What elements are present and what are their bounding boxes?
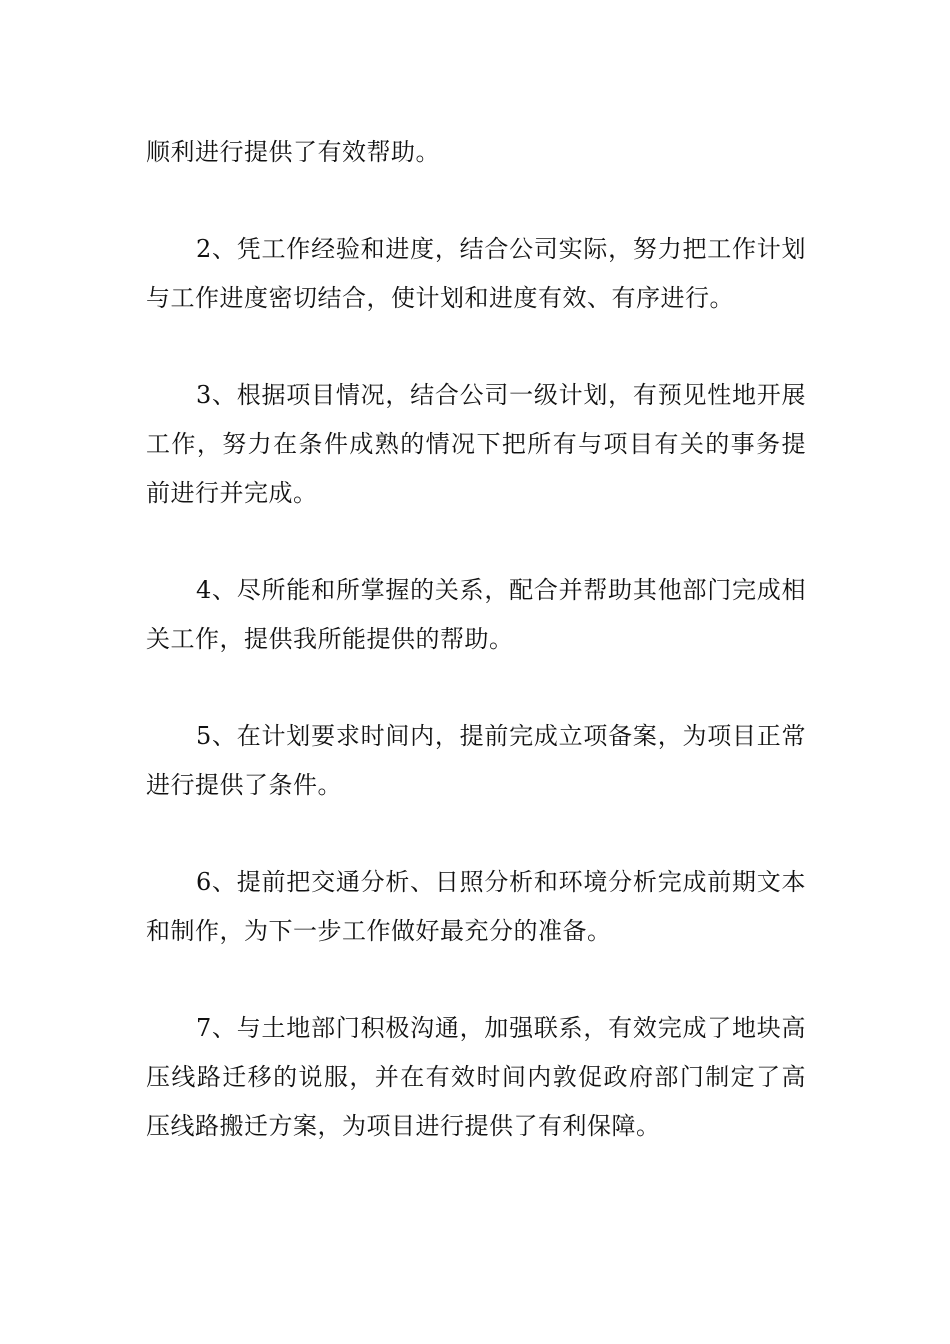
paragraph-item-2: 2、凭工作经验和进度，结合公司实际，努力把工作计划与工作进度密切结合，使计划和进度有效、有序进行。 bbox=[146, 235, 806, 312]
paragraph-item-7: 7、与土地部门积极沟通，加强联系，有效完成了地块高压线路迁移的说服，并在有效时间内敦促政府部门制定了高压线路搬迁方案，为项目进行提供了有利保障。 bbox=[146, 1014, 806, 1140]
paragraph-item-6: 6、提前把交通分析、日照分析和环境分析完成前期文本和制作，为下一步工作做好最充分的准备。 bbox=[146, 868, 806, 945]
paragraph-item-5: 5、在计划要求时间内，提前完成立项备案，为项目正常进行提供了条件。 bbox=[146, 722, 806, 799]
paragraph-continuation: 顺利进行提供了有效帮助。 bbox=[146, 138, 440, 166]
paragraph-item-4: 4、尽所能和所掌握的关系，配合并帮助其他部门完成相关工作，提供我所能提供的帮助。 bbox=[146, 576, 806, 653]
paragraph-item-3: 3、根据项目情况，结合公司一级计划，有预见性地开展工作，努力在条件成熟的情况下把所有与项目有关的事务提前进行并完成。 bbox=[146, 381, 806, 507]
